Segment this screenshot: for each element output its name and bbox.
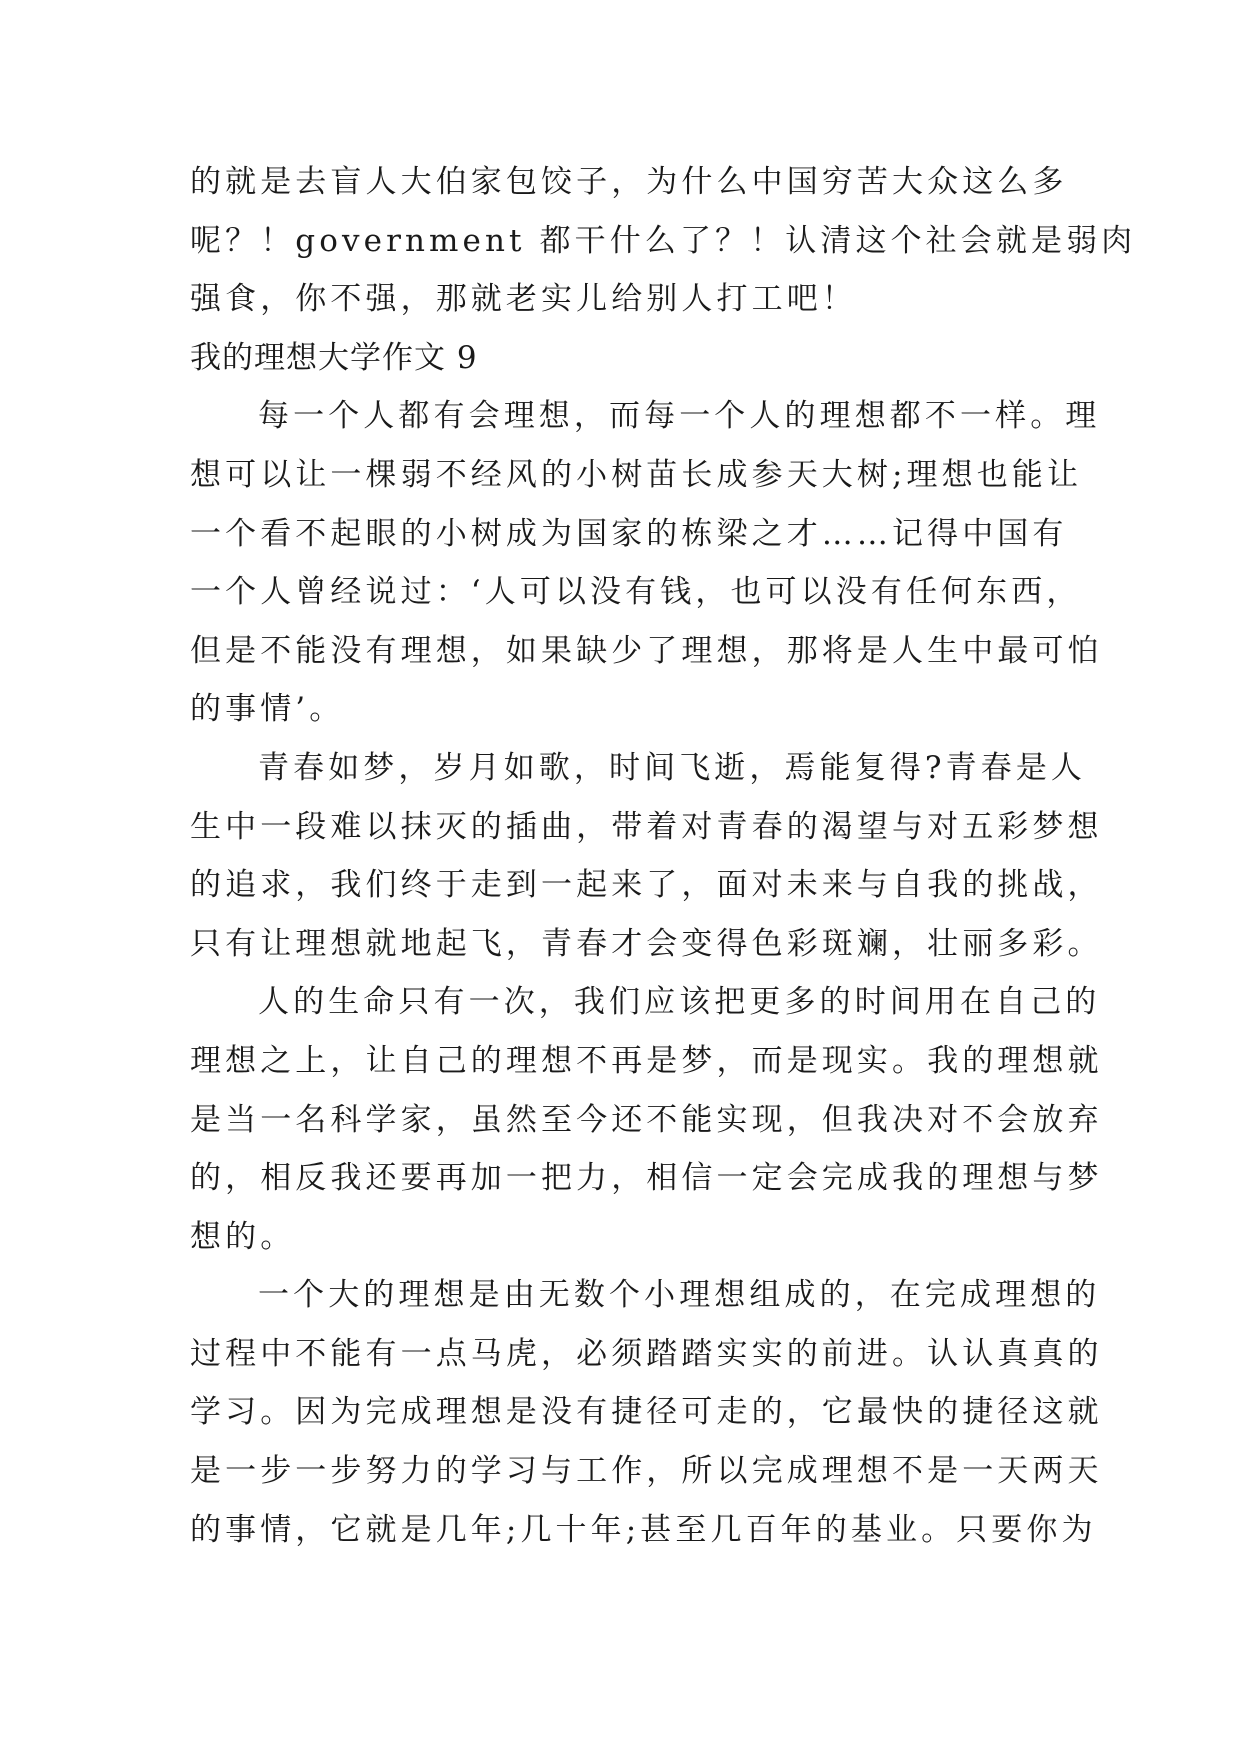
text-line: 的事情’。 [190, 691, 345, 728]
text-line: 理想之上，让自己的理想不再是梦，而是现实。我的理想就 [190, 1042, 1103, 1079]
text-line: 的就是去盲人大伯家包饺子，为什么中国穷苦大众这么多 [190, 164, 1068, 200]
text-line: 呢？！government 都干什么了？！认清这个社会就是弱肉 [190, 222, 1137, 259]
text-line: 的事情，它就是几年;几十年;甚至几百年的基业。只要你为 [190, 1511, 1097, 1548]
text-line: 但是不能没有理想，如果缺少了理想，那将是人生中最可怕 [190, 632, 1103, 669]
text-line: 的追求，我们终于走到一起来了，面对未来与自我的挑战， [190, 867, 1103, 904]
text-line: 学习。因为完成理想是没有捷径可走的，它最快的捷径这就 [190, 1394, 1103, 1431]
paragraph-first-line: 每一个人都有会理想，而每一个人的理想都不一样。理 [258, 398, 1101, 435]
section-heading: 我的理想大学作文 9 [190, 339, 478, 376]
paragraph-first-line: 人的生命只有一次，我们应该把更多的时间用在自己的 [258, 984, 1101, 1021]
text-line: 只有让理想就地起飞，青春才会变得色彩斑斓，壮丽多彩。 [190, 925, 1103, 962]
text-line: 的，相反我还要再加一把力，相信一定会完成我的理想与梦 [190, 1160, 1103, 1197]
paragraph-first-line: 青春如梦，岁月如歌，时间飞逝，焉能复得?青春是人 [258, 749, 1087, 786]
text-line: 一个人曾经说过：‘人可以没有钱，也可以没有任何东西， [190, 574, 1082, 611]
paragraph-first-line: 一个大的理想是由无数个小理想组成的，在完成理想的 [258, 1277, 1101, 1314]
document-body [190, 158, 1137, 1564]
text-line: 一个看不起眼的小树成为国家的栋梁之才……记得中国有 [190, 515, 1068, 552]
text-line: 是当一名科学家，虽然至今还不能实现，但我决对不会放弃 [190, 1101, 1103, 1138]
text-line: 想可以让一棵弱不经风的小树苗长成参天大树;理想也能让 [190, 456, 1083, 493]
text-line: 强食，你不强，那就老实儿给别人打工吧！ [190, 281, 857, 318]
text-line: 生中一段难以抹灭的插曲，带着对青春的渴望与对五彩梦想 [190, 808, 1103, 845]
text-line: 过程中不能有一点马虎，必须踏踏实实的前进。认认真真的 [190, 1335, 1103, 1372]
text-line: 想的。 [190, 1218, 296, 1255]
text-line: 是一步一步努力的学习与工作，所以完成理想不是一天两天 [190, 1453, 1103, 1490]
